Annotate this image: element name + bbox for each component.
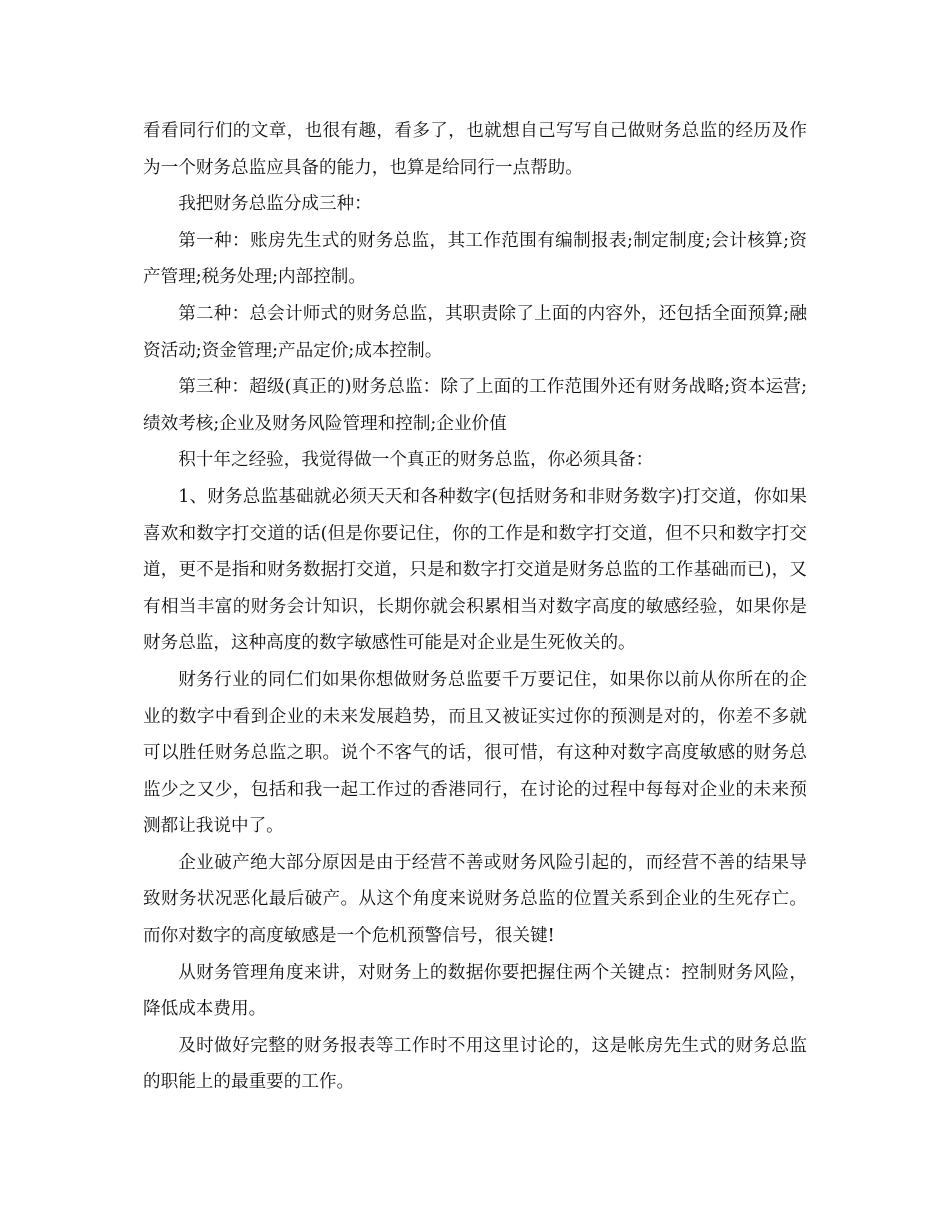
paragraph-three-types-heading: 我把财务总监分成三种：	[178, 194, 372, 215]
paragraph-key-points: 从财务管理角度来讲，对财务上的数据你要把握住两个关键点：控制财务风险，降低成本费用。	[143, 962, 807, 1020]
paragraph-point-one: 1、财务总监基础就必须天天和各种数字(包括财务和非财务数字)打交道，你如果喜欢和数字打交道的话(但是你要记住，你的工作是和数字打交道，但不只和数字打交道，更不是指和财务数据打交道，只是和数字打交道是财务总监的工作基础而已)，又有相当丰富的财务会计知识，长期你就会积累相当对数字高度的敏感经验，如果你是财务总监，这种高度的数字敏感性可能是对企业是生死攸关的。	[143, 486, 807, 654]
paragraph-forecast: 财务行业的同仁们如果你想做财务总监要千万要记住，如果你以前从你所在的企业的数字中看到企业的未来发展趋势，而且又被证实过你的预测是对的，你差不多就可以胜任财务总监之职。说个不客气的话，很可惜，有这种对数字高度敏感的财务总监少之又少，包括和我一起工作过的香港同行，在讨论的过程中每每对企业的未来预测都让我说中了。	[143, 669, 807, 837]
paragraph-type-three: 第三种：超级(真正的)财务总监：除了上面的工作范围外还有财务战略;资本运营;绩效考核;企业及财务风险管理和控制;企业价值	[143, 377, 807, 434]
paragraph-bankruptcy: 企业破产绝大部分原因是由于经营不善或财务风险引起的，而经营不善的结果导致财务状况恶化最后破产。从这个角度来说财务总监的位置关系到企业的生死存亡。而你对数字的高度敏感是一个危机预警信号，很关键!	[143, 852, 807, 947]
document-body	[143, 113, 807, 1101]
paragraph-reports: 及时做好完整的财务报表等工作时不用这里讨论的，这是帐房先生式的财务总监的职能上的最重要的工作。	[143, 1035, 807, 1093]
paragraph-type-two: 第二种：总会计师式的财务总监，其职责除了上面的内容外，还包括全面预算;融资活动;资金管理;产品定价;成本控制。	[143, 303, 807, 361]
paragraph-type-one: 第一种：账房先生式的财务总监，其工作范围有编制报表;制定制度;会计核算;资产管理;税务处理;内部控制。	[143, 230, 807, 288]
paragraph-experience: 积十年之经验，我觉得做一个真正的财务总监，你必须具备：	[178, 450, 654, 471]
paragraph-intro: 看看同行们的文章，也很有趣，看多了，也就想自己写写自己做财务总监的经历及作为一个财务总监应具备的能力，也算是给同行一点帮助。	[143, 121, 807, 178]
